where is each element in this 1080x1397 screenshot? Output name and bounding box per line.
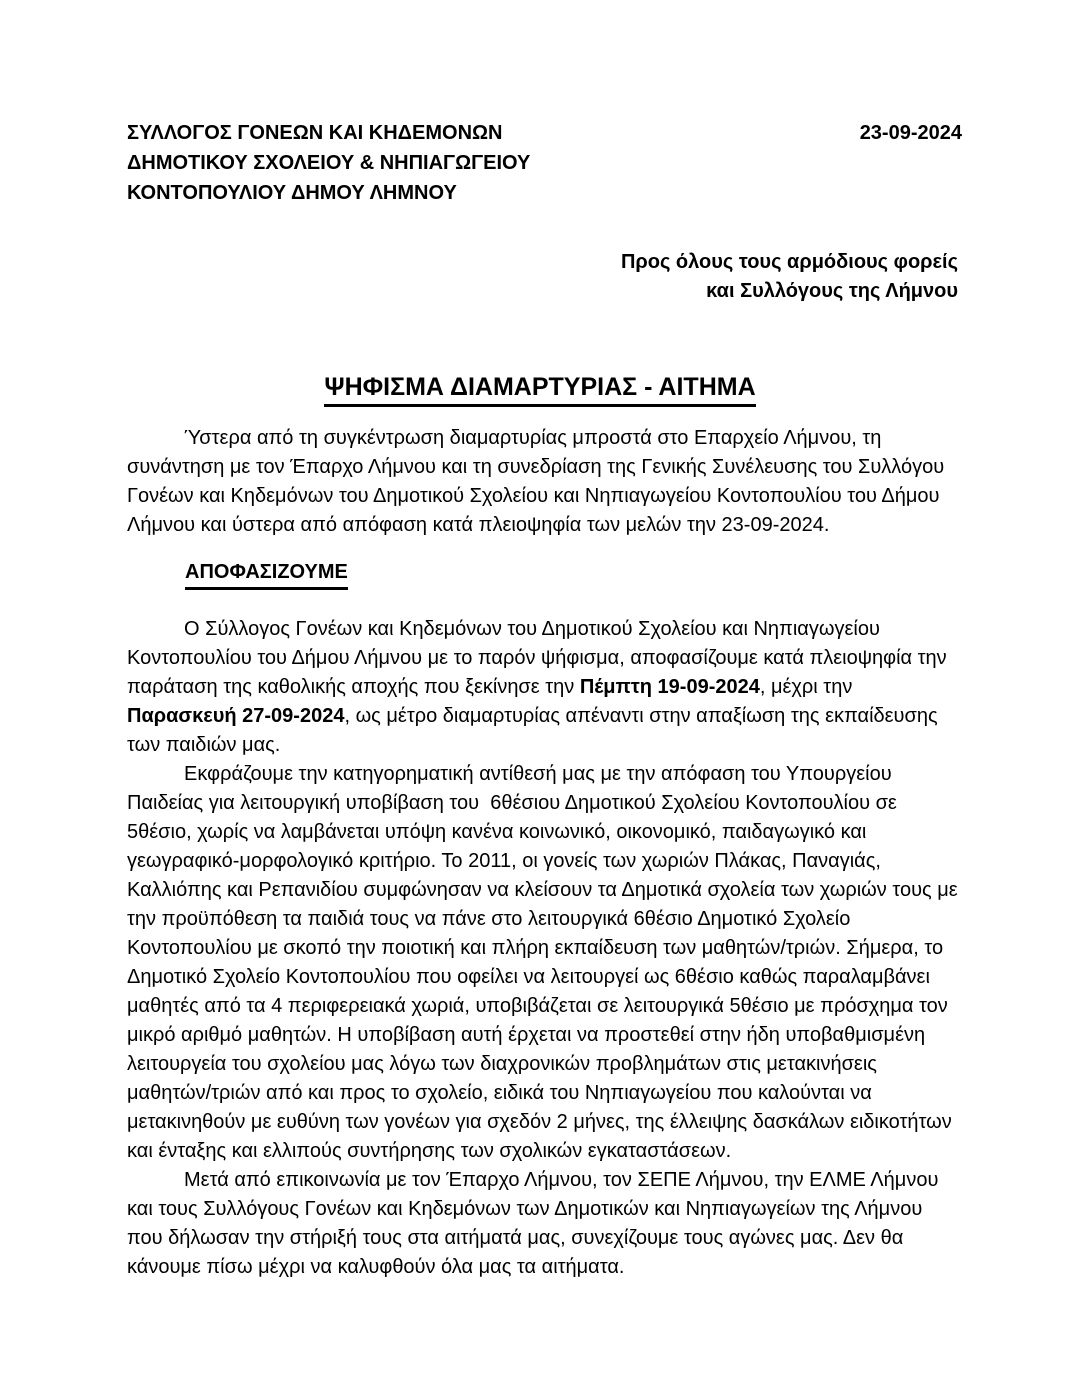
decision-heading [185,558,959,590]
paragraph-intro: Ύστερα από τη συγκέντρωση διαμαρτυρίας μπροστά στο Επαρχείο Λήμνου, τη συνάντηση με τον Έπαρχο Λήμνου και τη συνεδρίαση της Γενικής Συνέλευσης του Συλλόγου Γονέων και Κηδεμόνων του Δημοτικού Σχολείου και Νηπιαγωγείου Κοντοπουλίου του Δήμου Λήμνου και ύστερα από απόφαση κατά πλειοψηφία των μελών την 23-09-2024. [127,427,950,536]
paragraph-decision [127,615,959,760]
decision-text-segment: , μέχρι την [759,676,858,698]
decision-heading-text: ΑΠΟΦΑΣΙΖΟΥΜΕ [185,558,348,590]
org-line-2: ΔΗΜΟΤΙΚΟΥ ΣΧΟΛΕΙΟΥ & ΝΗΠΙΑΓΩΓΕΙΟΥ [127,152,531,174]
paragraph-closing: Μετά από επικοινωνία με τον Έπαρχο Λήμνου, τον ΣΕΠΕ Λήμνου, την ΕΛΜΕ Λήμνου και τους Συλλόγους Γονέων και Κηδεμόνων των Δημοτικών και Νηπιαγωγείων της Λήμνου που δήλωσαν την στήριξή τους στα αιτήματά μας, συνεχίζουμε τους αγώνες μας. Δεν θα κάνουμε πίσω μέχρι να καλυφθούν όλα μας τα αιτήματα. [127,1169,944,1278]
decision-end-date-bold: Παρασκευή 27-09-2024 [127,705,345,727]
organization-name-block [127,118,530,208]
document-title-text: ΨΗΦΙΣΜΑ ΔΙΑΜΑΡΤΥΡΙΑΣ - ΑΙΤΗΜΑ [324,372,755,407]
recipient-line-1: Προς όλους τους αρμόδιους φορείς [620,251,958,273]
document-date: 23-09-2024 [859,122,962,144]
document-title [0,372,1080,407]
decision-start-date-bold: Πέμπτη 19-09-2024 [579,676,760,698]
document-body [127,424,964,1282]
recipient-block [127,248,958,306]
paragraph-objection: Εκφράζουμε την κατηγορηματική αντίθεσή μας με την απόφαση του Υπουργείου Παιδείας για λειτουργική υποβίβαση του 6θέσιου Δημοτικού Σχολείου Κοντοπουλίου σε 5θέσιο, χωρίς να λαμβάνεται υπόψη κανένα κοινωνικό, οικονομικό, παιδαγωγικό και γεωγραφικό-μορφολογικό κριτήριο. Το 2011, οι γονείς των χωριών Πλάκας, Παναγιάς, Καλλιόπης και Ρεπανιδίου συμφώνησαν να κλείσουν τα Δημοτικά σχολεία των χωριών τους με την προϋπόθεση τα παιδιά τους να πάνε στο λειτουργικά 6θέσιο Δημοτικό Σχολείο Κοντοπουλίου με σκοπό την ποιοτική και πλήρη εκπαίδευση των μαθητών/τριών. Σήμερα, το Δημοτικό Σχολείο Κοντοπουλίου που οφείλει να λειτουργεί ως 6θέσιο καθώς παραλαμβάνει μαθητές από τα 4 περιφερειακά χωριά, υποβιβάζεται σε λειτουργικά 5θέσιο με πρόσχημα τον μικρό αριθμό μαθητών. Η υποβίβαση αυτή έρχεται να προστεθεί στην ήδη υποβαθμισμένη λειτουργεία του σχολείου μας λόγω των διαχρονικών προβλημάτων στις μετακινήσεις μαθητών/τριών από και προς το σχολείο, ειδικά του Νηπιαγωγείου που καλούνται να μετακινηθούν με ευθύνη των γονέων για σχεδόν 2 μήνες, της έλλειψης δασκάλων ειδικοτήτων και ένταξης και ελλιπούς συντήρησης των σχολικών εγκαταστάσεων. [127,763,964,1162]
recipient-line-2: και Συλλόγους της Λήμνου [706,280,958,302]
org-line-1: ΣΥΛΛΟΓΟΣ ΓΟΝΕΩΝ ΚΑΙ ΚΗΔΕΜΟΝΩΝ [127,122,503,144]
decision-text-segment: , ως μέτρο διαμαρτυρίας απέναντι στην απαξίωση της εκπαίδευσης των παιδιών μας. [127,705,944,756]
decision-text-segment: Ο Σύλλογος Γονέων και Κηδεμόνων του Δημοτικού Σχολείου και Νηπιαγωγείου Κοντοπουλίου του Δήμου Λήμνου με το παρόν ψήφισμα, αποφασίζουμε κατά πλειοψηφία την παράταση της καθολικής αποχής που ξεκίνησε την [127,618,953,698]
letterhead [127,118,962,208]
org-line-3: ΚΟΝΤΟΠΟΥΛΙΟΥ ΔΗΜΟΥ ΛΗΜΝΟΥ [127,182,457,204]
